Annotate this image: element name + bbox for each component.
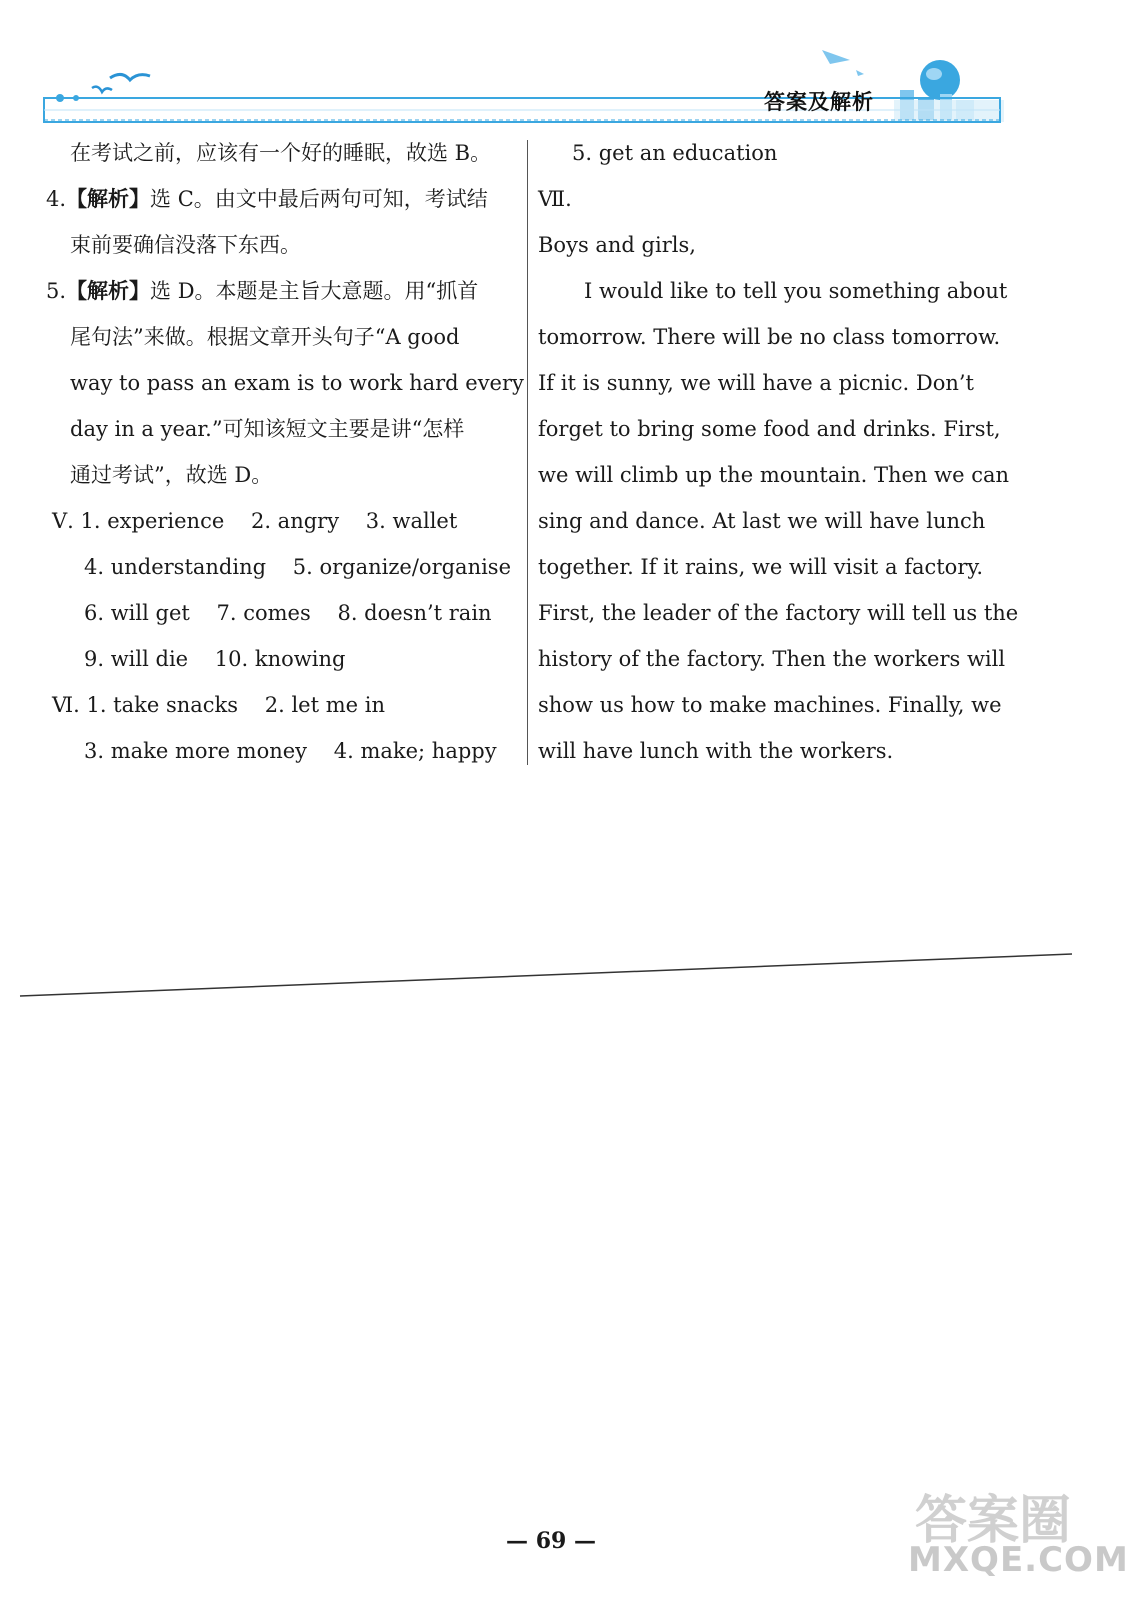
essay-line: together. If it rains, we will visit a factory. (538, 555, 984, 579)
header-decoration (0, 0, 1102, 130)
section-6-line: Ⅵ. 1. take snacks 2. let me in (52, 693, 385, 717)
analysis-tag: 【解析】 (66, 279, 151, 303)
answer-line: 在考试之前，应该有一个好的睡眠，故选 B。 (70, 141, 492, 165)
page-number: — 69 — (506, 1528, 596, 1554)
question-number: 4. (46, 187, 67, 211)
section-5-line: 9. will die 10. knowing (84, 647, 346, 671)
essay-line: sing and dance. At last we will have lunch (538, 509, 986, 533)
answer-text: 选 D。本题是主旨大意题。用“抓首 (150, 279, 479, 303)
section-6-line: 3. make more money 4. make; happy (84, 739, 497, 763)
section-5-line: 6. will get 7. comes 8. doesn’t rain (84, 601, 492, 625)
answer-4 (46, 184, 488, 214)
essay-line: tomorrow. There will be no class tomorrow. (538, 325, 1001, 349)
section-5-line: Ⅴ. 1. experience 2. angry 3. wallet (52, 509, 458, 533)
section-5-line: 4. understanding 5. organize/organise (84, 555, 512, 579)
essay-salutation: Boys and girls, (538, 233, 696, 257)
essay-line: we will climb up the mountain. Then we can (538, 463, 1010, 487)
question-number: 5. (46, 279, 67, 303)
essay-line: will have lunch with the workers. (538, 739, 894, 763)
answer-line: 5. get an education (572, 141, 778, 165)
answer-line: 通过考试”，故选 D。 (70, 463, 273, 487)
bird-icon (92, 87, 112, 92)
answer-5 (46, 276, 478, 306)
essay-line: show us how to make machines. Finally, we (538, 693, 1002, 717)
answer-text: 选 C。由文中最后两句可知，考试结 (150, 187, 488, 211)
answer-line: way to pass an exam is to work hard every (70, 371, 524, 395)
section-title: 答案及解析 (764, 90, 874, 114)
bird-icon (110, 74, 150, 80)
answer-line: day in a year.”可知该短文主要是讲“怎样 (70, 417, 465, 441)
paper-plane-icon (822, 50, 850, 64)
column-divider (527, 140, 528, 765)
essay-line: First, the leader of the factory will tell us the (538, 601, 1019, 625)
analysis-tag: 【解析】 (66, 187, 151, 211)
essay-line: I would like to tell you something about (584, 279, 1008, 303)
page-header (0, 0, 1102, 130)
essay-line: If it is sunny, we will have a picnic. Don’t (538, 371, 974, 395)
watermark-site: MXQE.COM (908, 1540, 1129, 1580)
essay-line: forget to bring some food and drinks. First, (538, 417, 1001, 441)
answer-line: 束前要确信没落下东西。 (70, 233, 301, 257)
watermark-logo: 答案圈 (915, 1491, 1072, 1551)
essay-line: history of the factory. Then the workers will (538, 647, 1006, 671)
answer-line: 尾句法”来做。根据文章开头句子“A good (70, 325, 460, 349)
section-7-heading: Ⅶ. (538, 187, 572, 211)
